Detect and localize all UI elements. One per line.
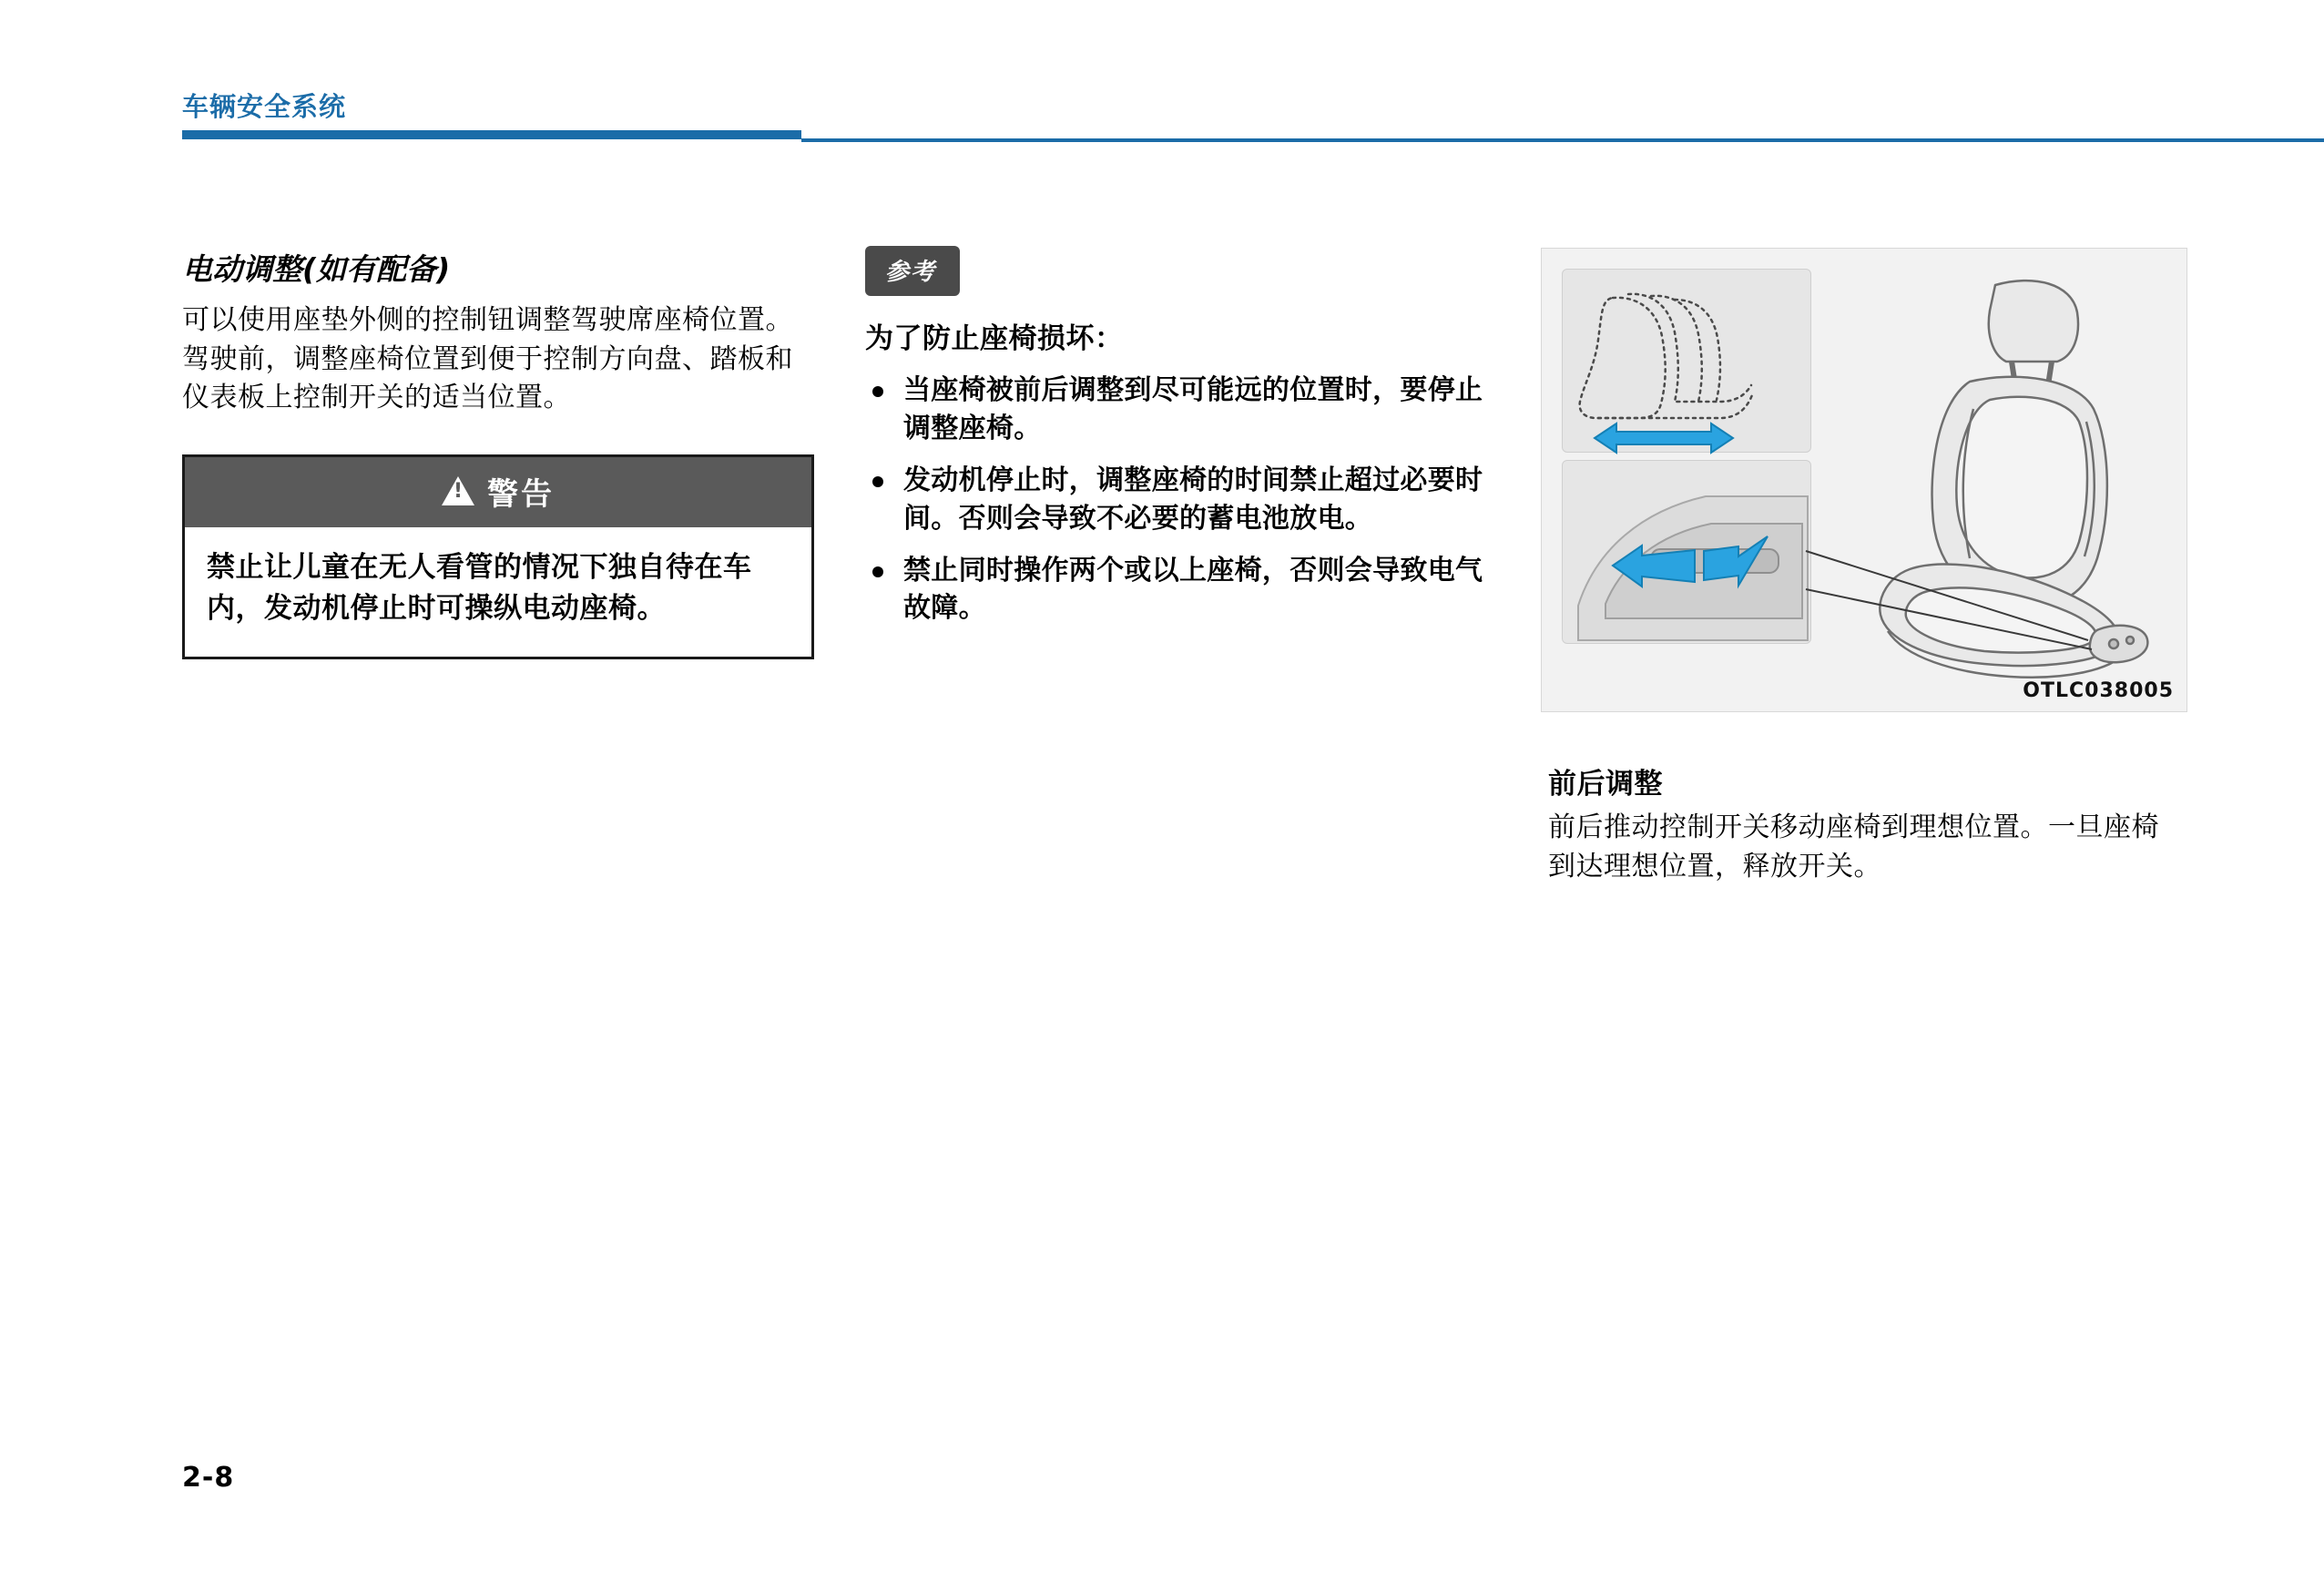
- page-header: [182, 87, 2186, 141]
- list-item: 发动机停止时，调整座椅的时间禁止超过必要时间。否则会导致不必要的蓄电池放电。: [865, 462, 1503, 537]
- left-column: [182, 246, 820, 659]
- section-paragraph: 可以使用座垫外侧的控制钮调整驾驶席座椅位置。驾驶前，调整座椅位置到便于控制方向盘、踏板和仪表板上控制开关的适当位置。: [182, 304, 793, 414]
- list-item: 当座椅被前后调整到尽可能远的位置时，要停止调整座椅。: [865, 372, 1503, 447]
- middle-column: [865, 246, 1503, 642]
- warning-triangle-icon: [442, 476, 474, 505]
- list-item: 禁止同时操作两个或以上座椅，否则会导致电气故障。: [865, 552, 1503, 627]
- figure-code: OTLC038005: [2023, 679, 2174, 702]
- warning-header: [185, 457, 811, 527]
- warning-text: 禁止让儿童在无人看管的情况下独自待在车内，发动机停止时可操纵电动座椅。: [207, 550, 752, 625]
- section-heading: 电动调整(如有配备): [182, 251, 451, 287]
- header-rule-thick: [182, 130, 801, 139]
- figure-caption-body: 前后推动控制开关移动座椅到理想位置。一旦座椅到达理想位置，释放开关。: [1548, 811, 2159, 882]
- warning-label: 警告: [487, 475, 555, 513]
- figure-caption-title: 前后调整: [1548, 768, 1663, 801]
- notice-lead: 为了防止座椅损坏：: [865, 322, 1124, 355]
- warning-box: [182, 454, 814, 659]
- notice-tag: 参考: [865, 246, 960, 296]
- figure-artwork: [1542, 249, 2186, 711]
- header-rule-thin: [801, 138, 2324, 142]
- page-title: 车辆安全系统: [182, 91, 347, 122]
- seat-adjustment-figure: [1541, 248, 2187, 712]
- notice-bullet-list: [865, 372, 1503, 627]
- page-number: 2-8: [182, 1462, 235, 1494]
